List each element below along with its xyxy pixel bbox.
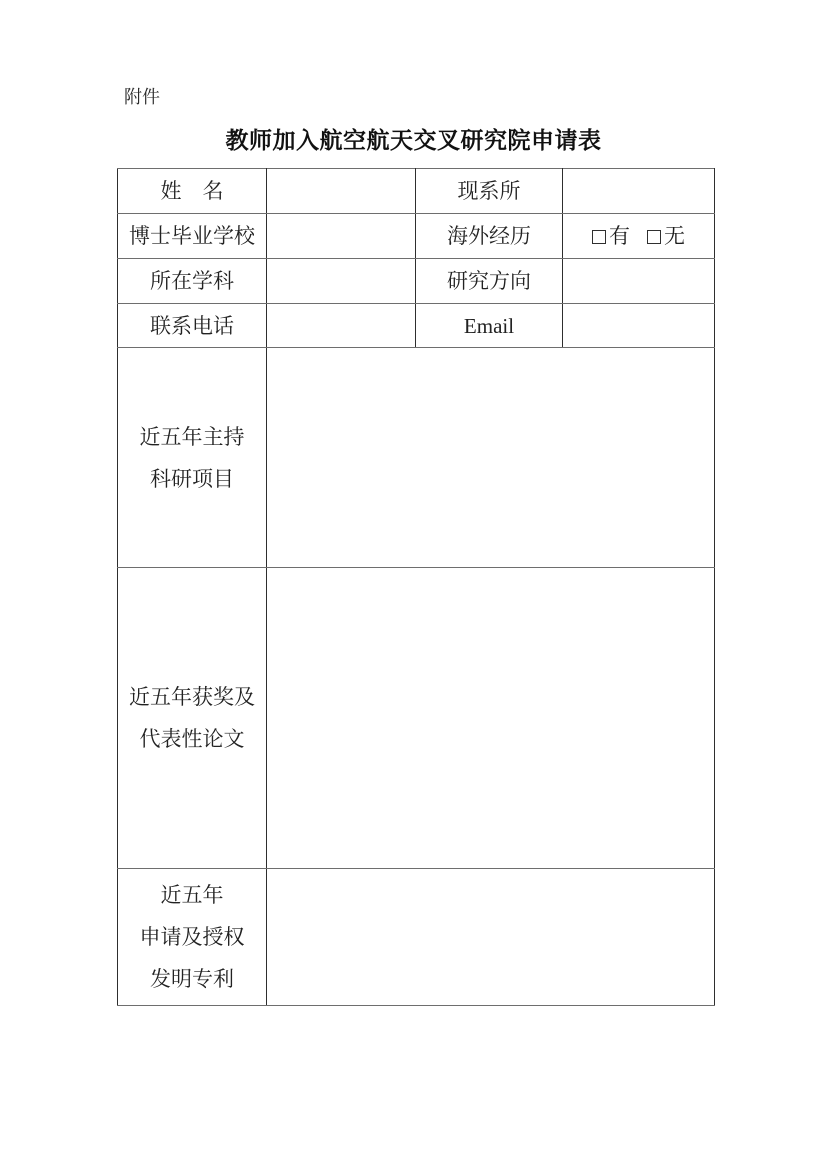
application-form-table [117, 168, 715, 1006]
field-label-research-direction: 研究方向 [416, 259, 563, 304]
field-label-name: 姓 名 [118, 169, 267, 214]
checkbox-unchecked-icon[interactable] [592, 230, 606, 244]
section-value-research-projects[interactable] [267, 348, 715, 568]
field-value-current-department[interactable] [563, 169, 715, 214]
field-value-email[interactable] [563, 304, 715, 348]
overseas-option-yes-label: 有 [609, 224, 630, 248]
table-row [118, 214, 715, 259]
field-label-phd-school: 博士毕业学校 [118, 214, 267, 259]
overseas-option-no-label: 无 [664, 224, 685, 248]
field-label-current-department: 现系所 [416, 169, 563, 214]
label-line: 近五年获奖及 [129, 685, 255, 709]
field-value-phd-school[interactable] [267, 214, 416, 259]
section-label-patents [118, 869, 267, 1006]
table-row [118, 568, 715, 869]
label-line: 近五年主持 [139, 424, 245, 449]
table-row [118, 348, 715, 568]
label-line: 发明专利 [150, 967, 234, 991]
label-line: 代表性论文 [139, 727, 245, 751]
overseas-option-no[interactable] [647, 223, 685, 249]
label-line: 近五年 [160, 883, 224, 907]
attachment-label: 附件 [124, 87, 160, 107]
page-title: 教师加入航空航天交叉研究院申请表 [225, 127, 602, 153]
checkbox-unchecked-icon[interactable] [647, 230, 661, 244]
field-value-name[interactable] [267, 169, 416, 214]
table-row [118, 304, 715, 348]
field-value-discipline[interactable] [267, 259, 416, 304]
overseas-option-yes[interactable] [592, 223, 630, 249]
overseas-options-cell [563, 214, 715, 259]
overseas-options-group [563, 223, 714, 249]
field-label-discipline: 所在学科 [118, 259, 267, 304]
table-row [118, 259, 715, 304]
label-line: 申请及授权 [139, 925, 245, 949]
section-value-patents[interactable] [267, 869, 715, 1006]
label-line: 科研项目 [150, 466, 234, 491]
section-value-awards-papers[interactable] [267, 568, 715, 869]
section-label-research-projects [118, 348, 267, 568]
field-label-overseas-experience: 海外经历 [416, 214, 563, 259]
field-label-email: Email [416, 304, 563, 348]
section-label-awards-papers [118, 568, 267, 869]
field-value-research-direction[interactable] [563, 259, 715, 304]
field-label-phone: 联系电话 [118, 304, 267, 348]
field-value-phone[interactable] [267, 304, 416, 348]
table-row [118, 869, 715, 1006]
table-row [118, 169, 715, 214]
